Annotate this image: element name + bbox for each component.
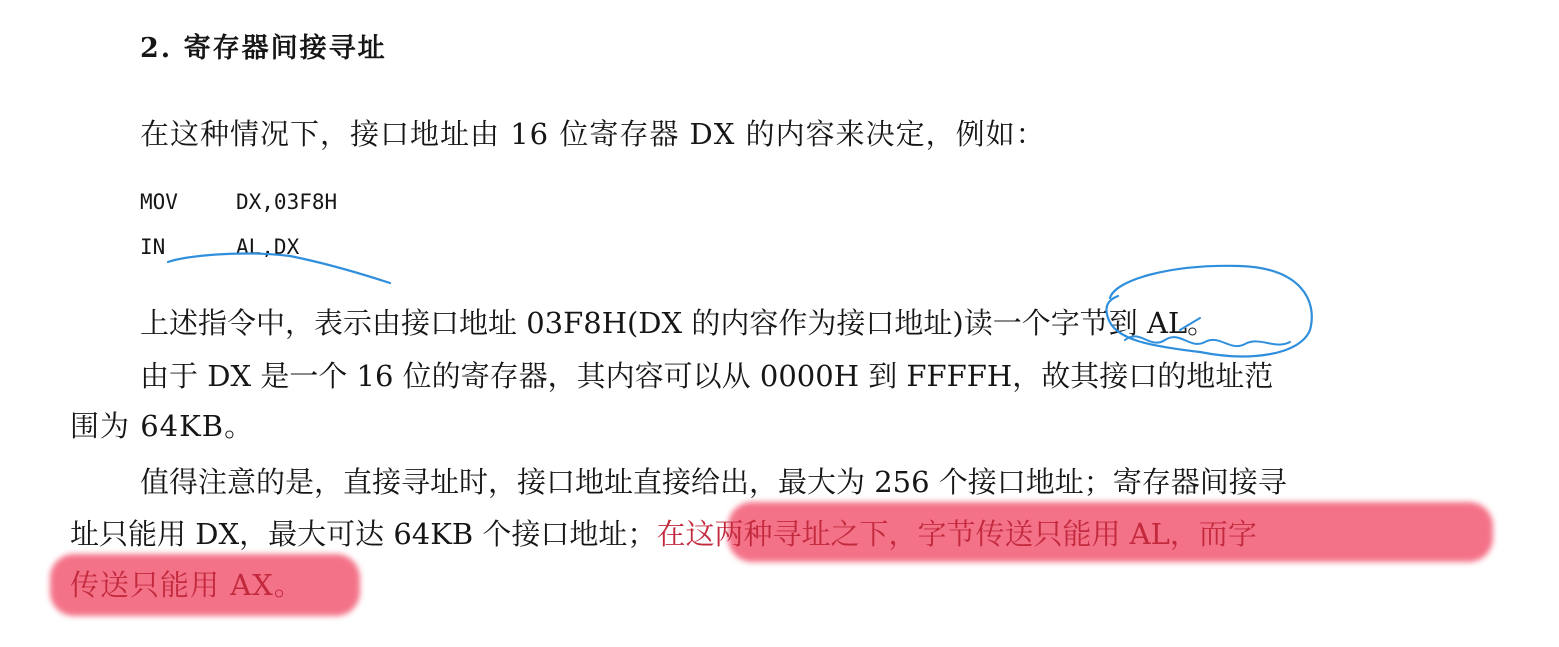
paragraph-2-line-1: 由于 DX 是一个 16 位的寄存器，其内容可以从 0000H 到 FFFFH，故其接口的地址范	[140, 359, 1274, 393]
code-line-in	[140, 235, 299, 259]
paragraph-3-line-2	[70, 512, 1257, 553]
section-heading: 2. 寄存器间接寻址	[140, 33, 387, 64]
paragraph-3-plain-text: 址只能用 DX，最大可达 64KB 个接口地址；	[70, 517, 657, 551]
paragraph-2-line-2: 围为 64KB。	[70, 409, 255, 443]
intro-text: 在这种情况下，接口地址由 16 位寄存器 DX 的内容来决定，例如：	[140, 117, 1046, 151]
code-args: AL,DX	[236, 235, 300, 259]
code-line-mov	[140, 190, 337, 214]
paragraph-3-line-3: 传送只能用 AX。	[70, 568, 304, 602]
paragraph-1: 上述指令中，表示由接口地址 03F8H(DX 的内容作为接口地址)读一个字节到 AL。	[140, 306, 1217, 340]
highlighted-text: 在这两种寻址之下，字节传送只能用 AL，而字	[656, 517, 1257, 551]
code-op: IN	[140, 235, 166, 259]
code-op: MOV	[140, 190, 178, 214]
paragraph-3-line-1: 值得注意的是，直接寻址时，接口地址直接给出，最大为 256 个接口地址；寄存器间接寻	[140, 465, 1287, 499]
code-args: DX,03F8H	[236, 190, 338, 214]
